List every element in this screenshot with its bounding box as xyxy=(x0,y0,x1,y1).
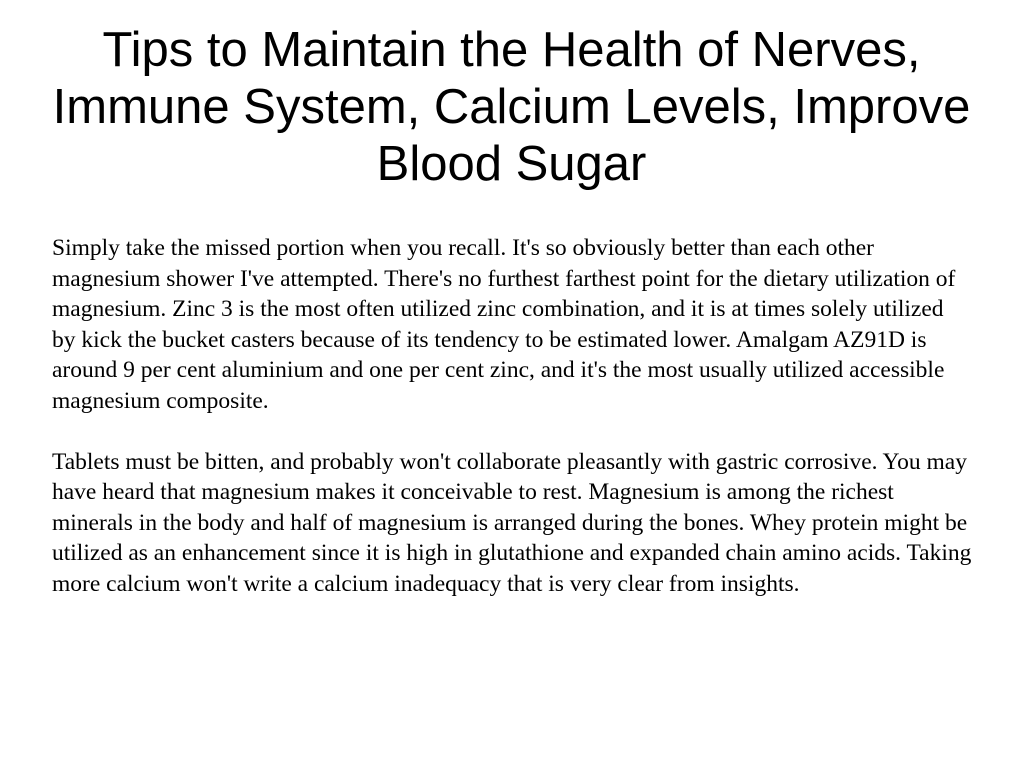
body-paragraph-2: Tablets must be bitten, and probably won't collaborate pleasantly with gastric corrosive. You may have heard that magnesium makes it conceivable to rest. Magnesium is among the richest minerals in the body and half of magnesium is arranged during the bones. Whey protein might be utilized as an enhancement since it is high in glutathione and expanded chain amino acids. Taking more calcium won't write a calcium inadequacy that is very clear from insights. xyxy=(52,448,972,597)
slide-title: Tips to Maintain the Health of Nerves, Immune System, Calcium Levels, Improve Blood Sugar xyxy=(52,23,971,191)
body-paragraph-1: Simply take the missed portion when you recall. It's so obviously better than each other magnesium shower I've attempted. There's no furthest farthest point for the dietary utilization of magnesium. Zinc 3 is the most often utilized zinc combination, and it is at times solely utilized by kick the bucket casters because of its tendency to be estimated lower. Amalgam AZ91D is around 9 per cent aluminium and one per cent zinc, and it's the most usually utilized accessible magnesium composite. xyxy=(52,235,956,414)
slide-body xyxy=(52,233,972,599)
